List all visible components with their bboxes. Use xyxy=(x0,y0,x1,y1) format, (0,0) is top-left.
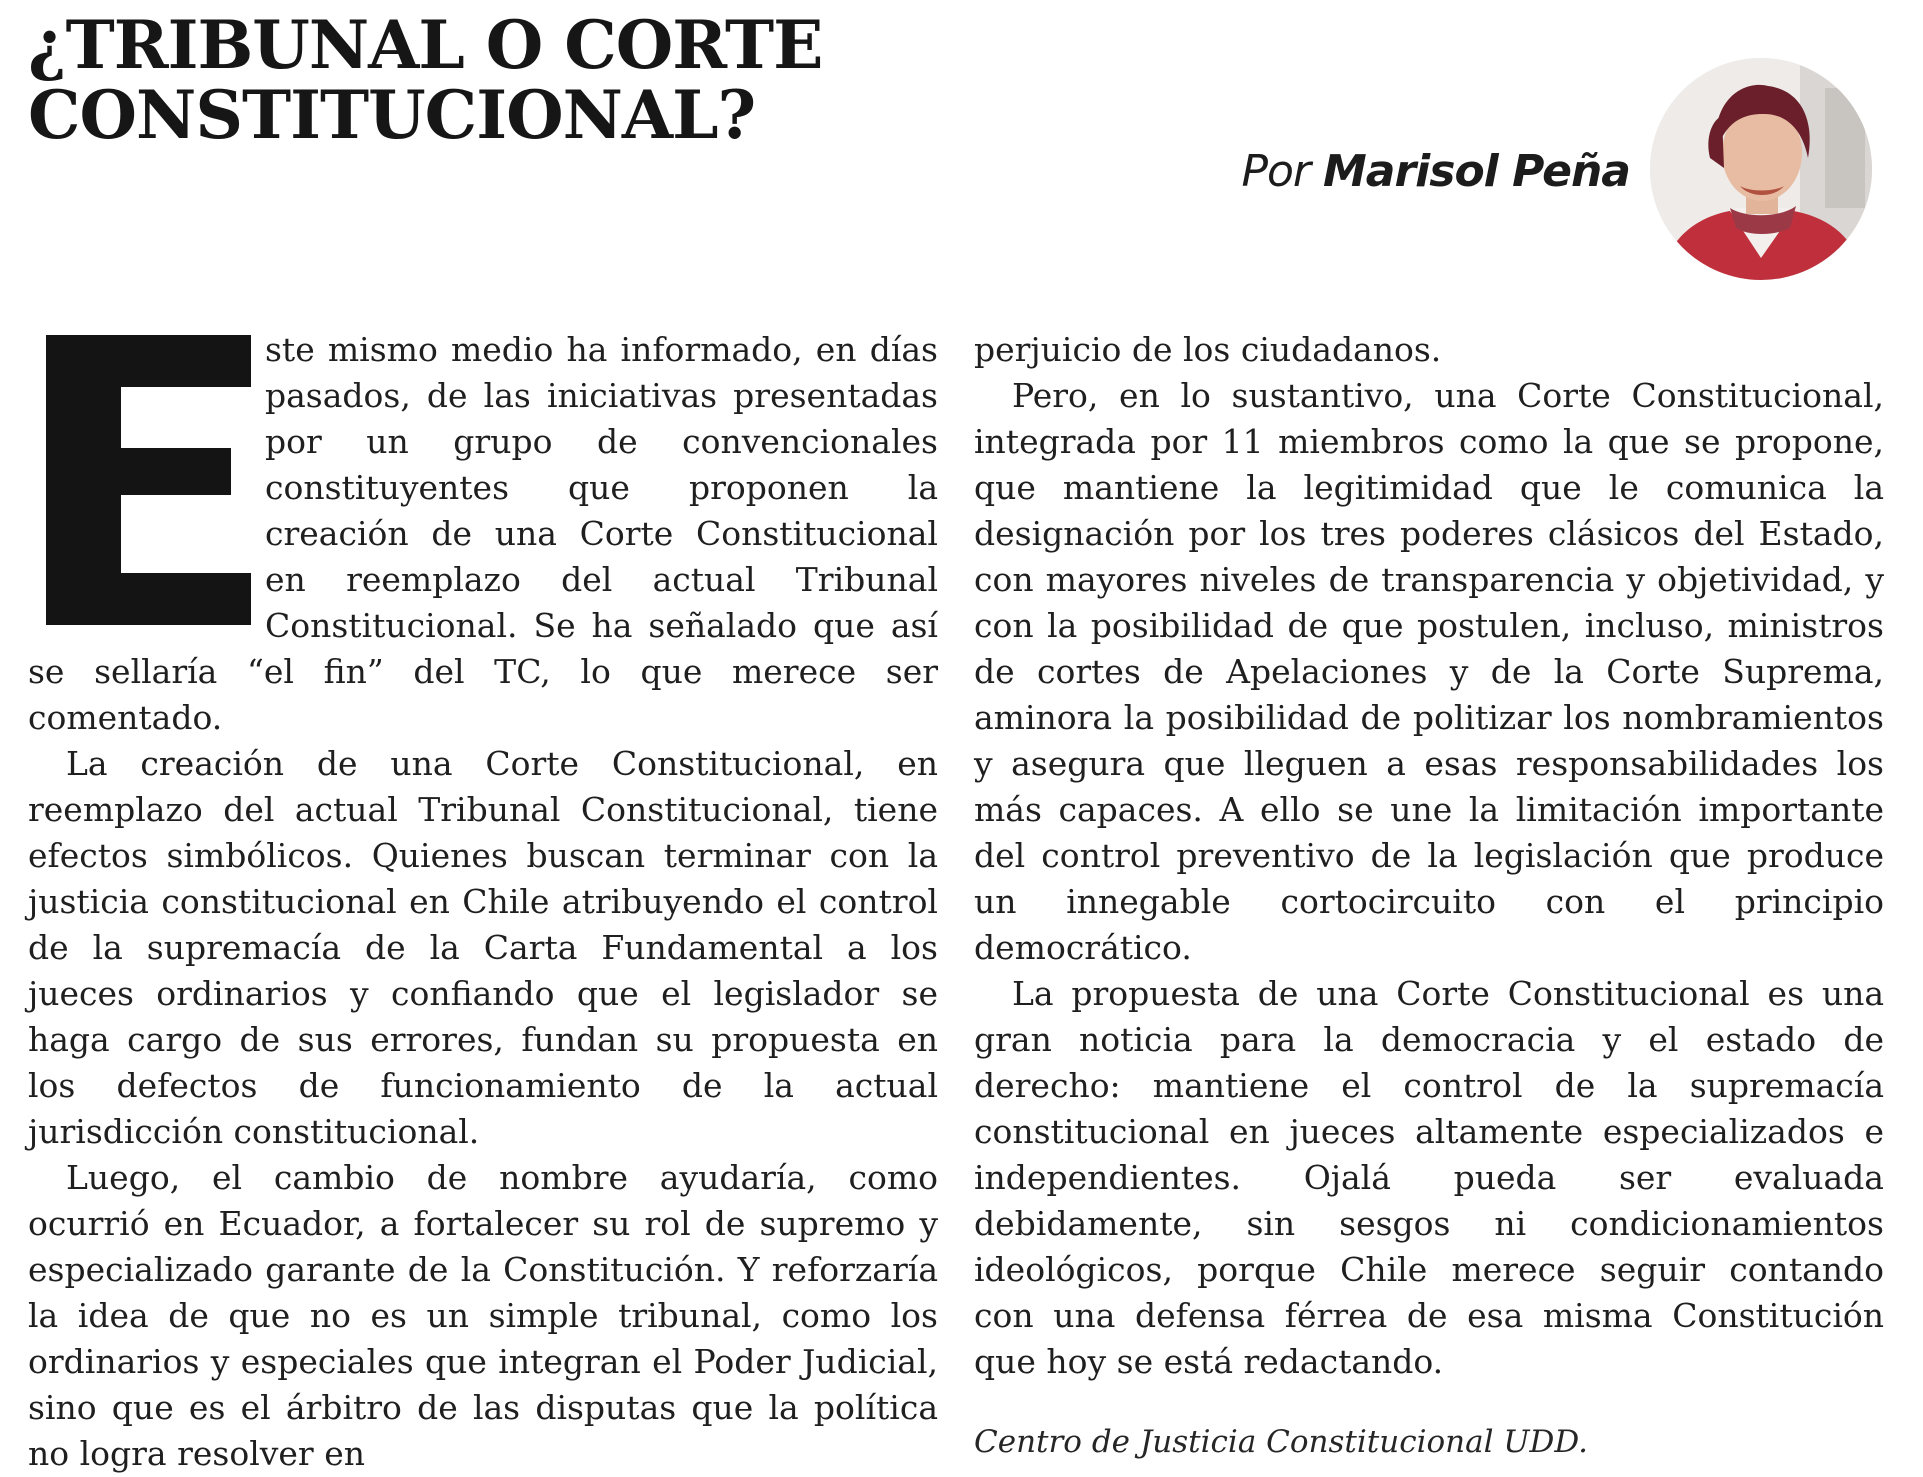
paragraph-4: perjuicio de los ciudadanos. xyxy=(974,330,1442,369)
drop-cap-letter xyxy=(46,335,251,625)
author-name: Marisol Peña xyxy=(1323,146,1630,197)
author-affiliation: Centro de Justicia Constitucional UDD. xyxy=(974,1424,1588,1460)
paragraph-1-text: ste mismo medio ha informado, en días pasados, de las iniciativas presentadas por un grupo de convencionales constituyentes que proponen la creación de una Corte Constitucional en reemplazo del actual Tribunal Constitucional. Se ha señalado que así se sellaría “el fin” del TC, lo que merece ser comentado. xyxy=(28,330,938,737)
drop-cap xyxy=(46,335,251,625)
paragraph-2: La creación de una Corte Constitucional, en reemplazo del actual Tribunal Constitucional, tiene efectos simbólicos. Quienes buscan terminar con la justicia constitucional en Chile atribuyendo el control de la supremacía de la Carta Fundamental a los jueces ordinarios y confiando que el legislador se haga cargo de sus errores, fundan su propuesta en los defectos de funcionamiento de la actual jurisdicción constitucional. xyxy=(28,744,938,1151)
paragraph-5: Pero, en lo sustantivo, una Corte Constitucional, integrada por 11 miembros como la que se propone, que mantiene la legitimidad que le comunica la designación por los tres poderes clásicos del Estado, con mayores niveles de transparencia y objetividad, y con la posibilidad de que postulen, incluso, ministros de cortes de Apelaciones y de la Corte Suprema, aminora la posibilidad de politizar los nombramientos y asegura que lleguen a esas responsabilidades los más capaces. A ello se une la limitación importante del control preventivo de la legislación que produce un innegable cortocircuito con el principio democrático. xyxy=(974,376,1884,967)
author-portrait xyxy=(1650,58,1872,280)
article-title: ¿TRIBUNAL O CORTE CONSTITUCIONAL? xyxy=(28,6,823,154)
article-column-left xyxy=(28,327,938,1477)
article-column-right xyxy=(974,327,1884,1465)
paragraph-3: Luego, el cambio de nombre ayudaría, como ocurrió en Ecuador, a fortalecer su rol de supremo y especializado garante de la Constitución. Y reforzaría la idea de que no es un simple tribunal, como los ordinarios y especiales que integran el Poder Judicial, sino que es el árbitro de las disputas que la política no logra resolver en xyxy=(28,1158,938,1473)
author-portrait-icon xyxy=(1650,58,1872,280)
byline xyxy=(1080,146,1630,197)
paragraph-6: La propuesta de una Corte Constitucional es una gran noticia para la democracia y el estado de derecho: mantiene el control de la supremacía constitucional en jueces altamente especializados e independientes. Ojalá pueda ser evaluada debidamente, sin sesgos ni condicionamientos ideológicos, porque Chile merece seguir contando con una defensa férrea de esa misma Constitución que hoy se está redactando. xyxy=(974,974,1884,1381)
byline-prefix: Por xyxy=(1241,146,1310,197)
paragraph-1 xyxy=(28,327,938,741)
